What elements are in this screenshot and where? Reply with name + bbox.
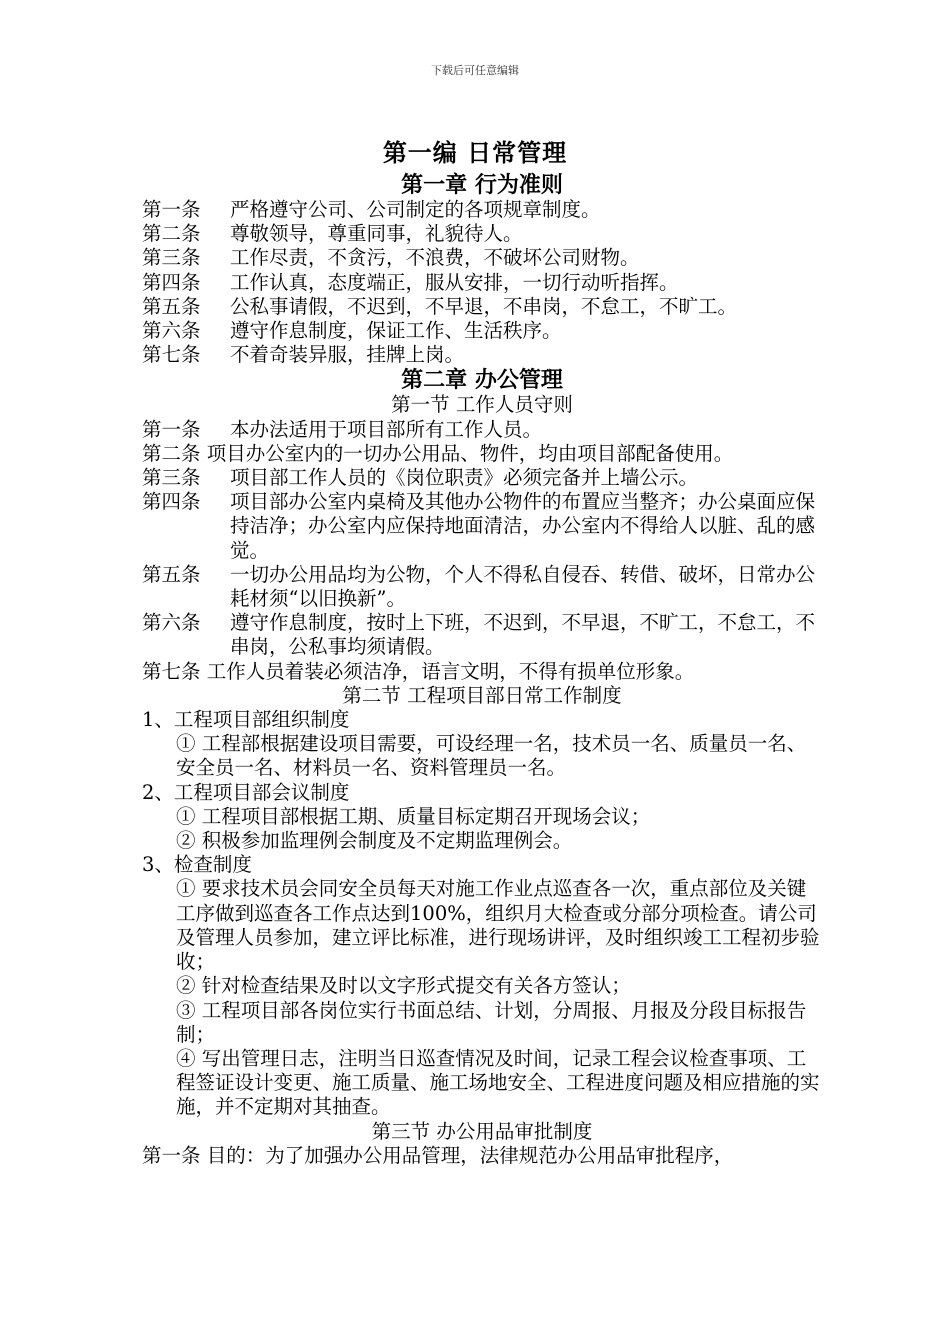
s2-item-2-2: ② 积极参加监理例会制度及不定期监理例会。 bbox=[176, 829, 573, 853]
article-label: 第二条 bbox=[142, 222, 201, 246]
s2-item-2: 2、工程项目部会议制度 bbox=[142, 780, 350, 804]
article-text: 严格遵守公司、公司制定的各项规章制度。 bbox=[230, 198, 601, 221]
s3-article-1: 第一条 目的：为了加强办公用品管理，法律规范办公用品审批程序， bbox=[142, 1143, 734, 1167]
chapter-1-title: 第一章 行为准则 bbox=[401, 172, 563, 198]
article-text: 尊敬领导，尊重同事，礼貌待人。 bbox=[230, 222, 523, 246]
article-text: 工作认真，态度端正，服从安排，一切行动听指挥。 bbox=[230, 270, 679, 294]
article-label: 第一条 bbox=[142, 417, 201, 441]
s2-item-3: 3、检查制度 bbox=[142, 853, 252, 877]
s2-item-3-2: ② 针对检查结果及时以文字形式提交有关各方签认； bbox=[176, 974, 631, 998]
document-body bbox=[142, 172, 822, 1168]
s1-article-1 bbox=[142, 418, 822, 442]
part-title: 第一编 日常管理 bbox=[382, 138, 568, 167]
page-header: 下载后可任意编辑 bbox=[431, 64, 519, 77]
article-label: 第四条 bbox=[142, 490, 201, 514]
ch1-article bbox=[142, 295, 822, 319]
section-2-title: 第二节 工程项目部日常工作制度 bbox=[342, 683, 622, 707]
ch1-article bbox=[142, 246, 822, 270]
section-3-title: 第三节 办公用品审批制度 bbox=[371, 1119, 593, 1143]
section-1-title: 第一节 工作人员守则 bbox=[391, 393, 573, 417]
article-text: 本办法适用于项目部所有工作人员。 bbox=[230, 417, 543, 441]
article-text: 遵守作息制度，按时上下班，不迟到，不早退，不旷工，不怠工，不串岗，公私事均须请假。 bbox=[230, 611, 816, 659]
article-text: 不着奇装异服，挂牌上岗。 bbox=[230, 343, 465, 367]
s1-article-5 bbox=[142, 563, 822, 611]
s2-item-3-1: ① 要求技术员会同安全员每天对施工作业点巡查各一次，重点部位及关键工序做到巡查各工作点达到100%，组织月大检查或分部分项检查。请公司及管理人员参加，建立评比标准，进行现场讲评，及时组织竣工工程初步验收； bbox=[176, 877, 820, 974]
s2-item-3-4: ④ 写出管理日志，注明当日巡查情况及时间，记录工程会议检查事项、工程签证设计变更、施工质量、施工场地安全、工程进度问题及相应措施的实施，并不定期对其抽查。 bbox=[176, 1046, 820, 1119]
article-text: 公私事请假，不迟到，不早退，不串岗，不怠工，不旷工。 bbox=[230, 294, 738, 318]
s1-article-3 bbox=[142, 466, 822, 490]
ch1-article bbox=[142, 222, 822, 246]
s1-article-4 bbox=[142, 490, 822, 563]
article-text: 项目部工作人员的《岗位职责》必须完备并上墙公示。 bbox=[230, 466, 699, 490]
ch1-article bbox=[142, 271, 822, 295]
article-label: 第三条 bbox=[142, 466, 201, 490]
s1-article-6 bbox=[142, 611, 822, 659]
article-text: 遵守作息制度，保证工作、生活秩序。 bbox=[230, 319, 562, 343]
s2-item-1: 1、工程项目部组织制度 bbox=[142, 708, 350, 732]
ch1-article bbox=[142, 343, 822, 367]
ch1-article bbox=[142, 198, 822, 222]
article-label: 第六条 bbox=[142, 319, 201, 343]
s2-item-3-3: ③ 工程项目部各岗位实行书面总结、计划，分周报、月报及分段目标报告制； bbox=[176, 998, 807, 1046]
s2-item-2-1: ① 工程项目部根据工期、质量目标定期召开现场会议； bbox=[176, 804, 651, 828]
chapter-2-title: 第二章 办公管理 bbox=[401, 367, 563, 394]
article-label: 第三条 bbox=[142, 246, 201, 270]
article-label: 第七条 bbox=[142, 343, 201, 367]
chapter-1-articles bbox=[142, 198, 822, 367]
article-label: 第六条 bbox=[142, 611, 201, 635]
s1-article-2: 第二条 项目办公室内的一切办公用品、物件，均由项目部配备使用。 bbox=[142, 441, 734, 465]
article-text: 项目部办公室内桌椅及其他办公物件的布置应当整齐；办公桌面应保持洁净；办公室内应保持地面清洁，办公室内不得给人以脏、乱的感觉。 bbox=[230, 490, 816, 562]
s1-article-7: 第七条 工作人员着装必须洁净，语言文明，不得有损单位形象。 bbox=[142, 659, 695, 683]
article-label: 第五条 bbox=[142, 562, 201, 586]
article-label: 第一条 bbox=[142, 198, 201, 221]
article-text: 一切办公用品均为公物，个人不得私自侵吞、转借、破坏，日常办公耗材须“以旧换新”。 bbox=[230, 562, 816, 611]
s2-item-1-1: ① 工程部根据建设项目需要，可设经理一名，技术员一名、质量员一名、安全员一名、材料员一名、资料管理员一名。 bbox=[176, 732, 807, 780]
ch1-article bbox=[142, 319, 822, 343]
article-label: 第五条 bbox=[142, 294, 201, 318]
article-label: 第四条 bbox=[142, 270, 201, 294]
article-text: 工作尽责，不贪污，不浪费，不破坏公司财物。 bbox=[230, 246, 640, 270]
